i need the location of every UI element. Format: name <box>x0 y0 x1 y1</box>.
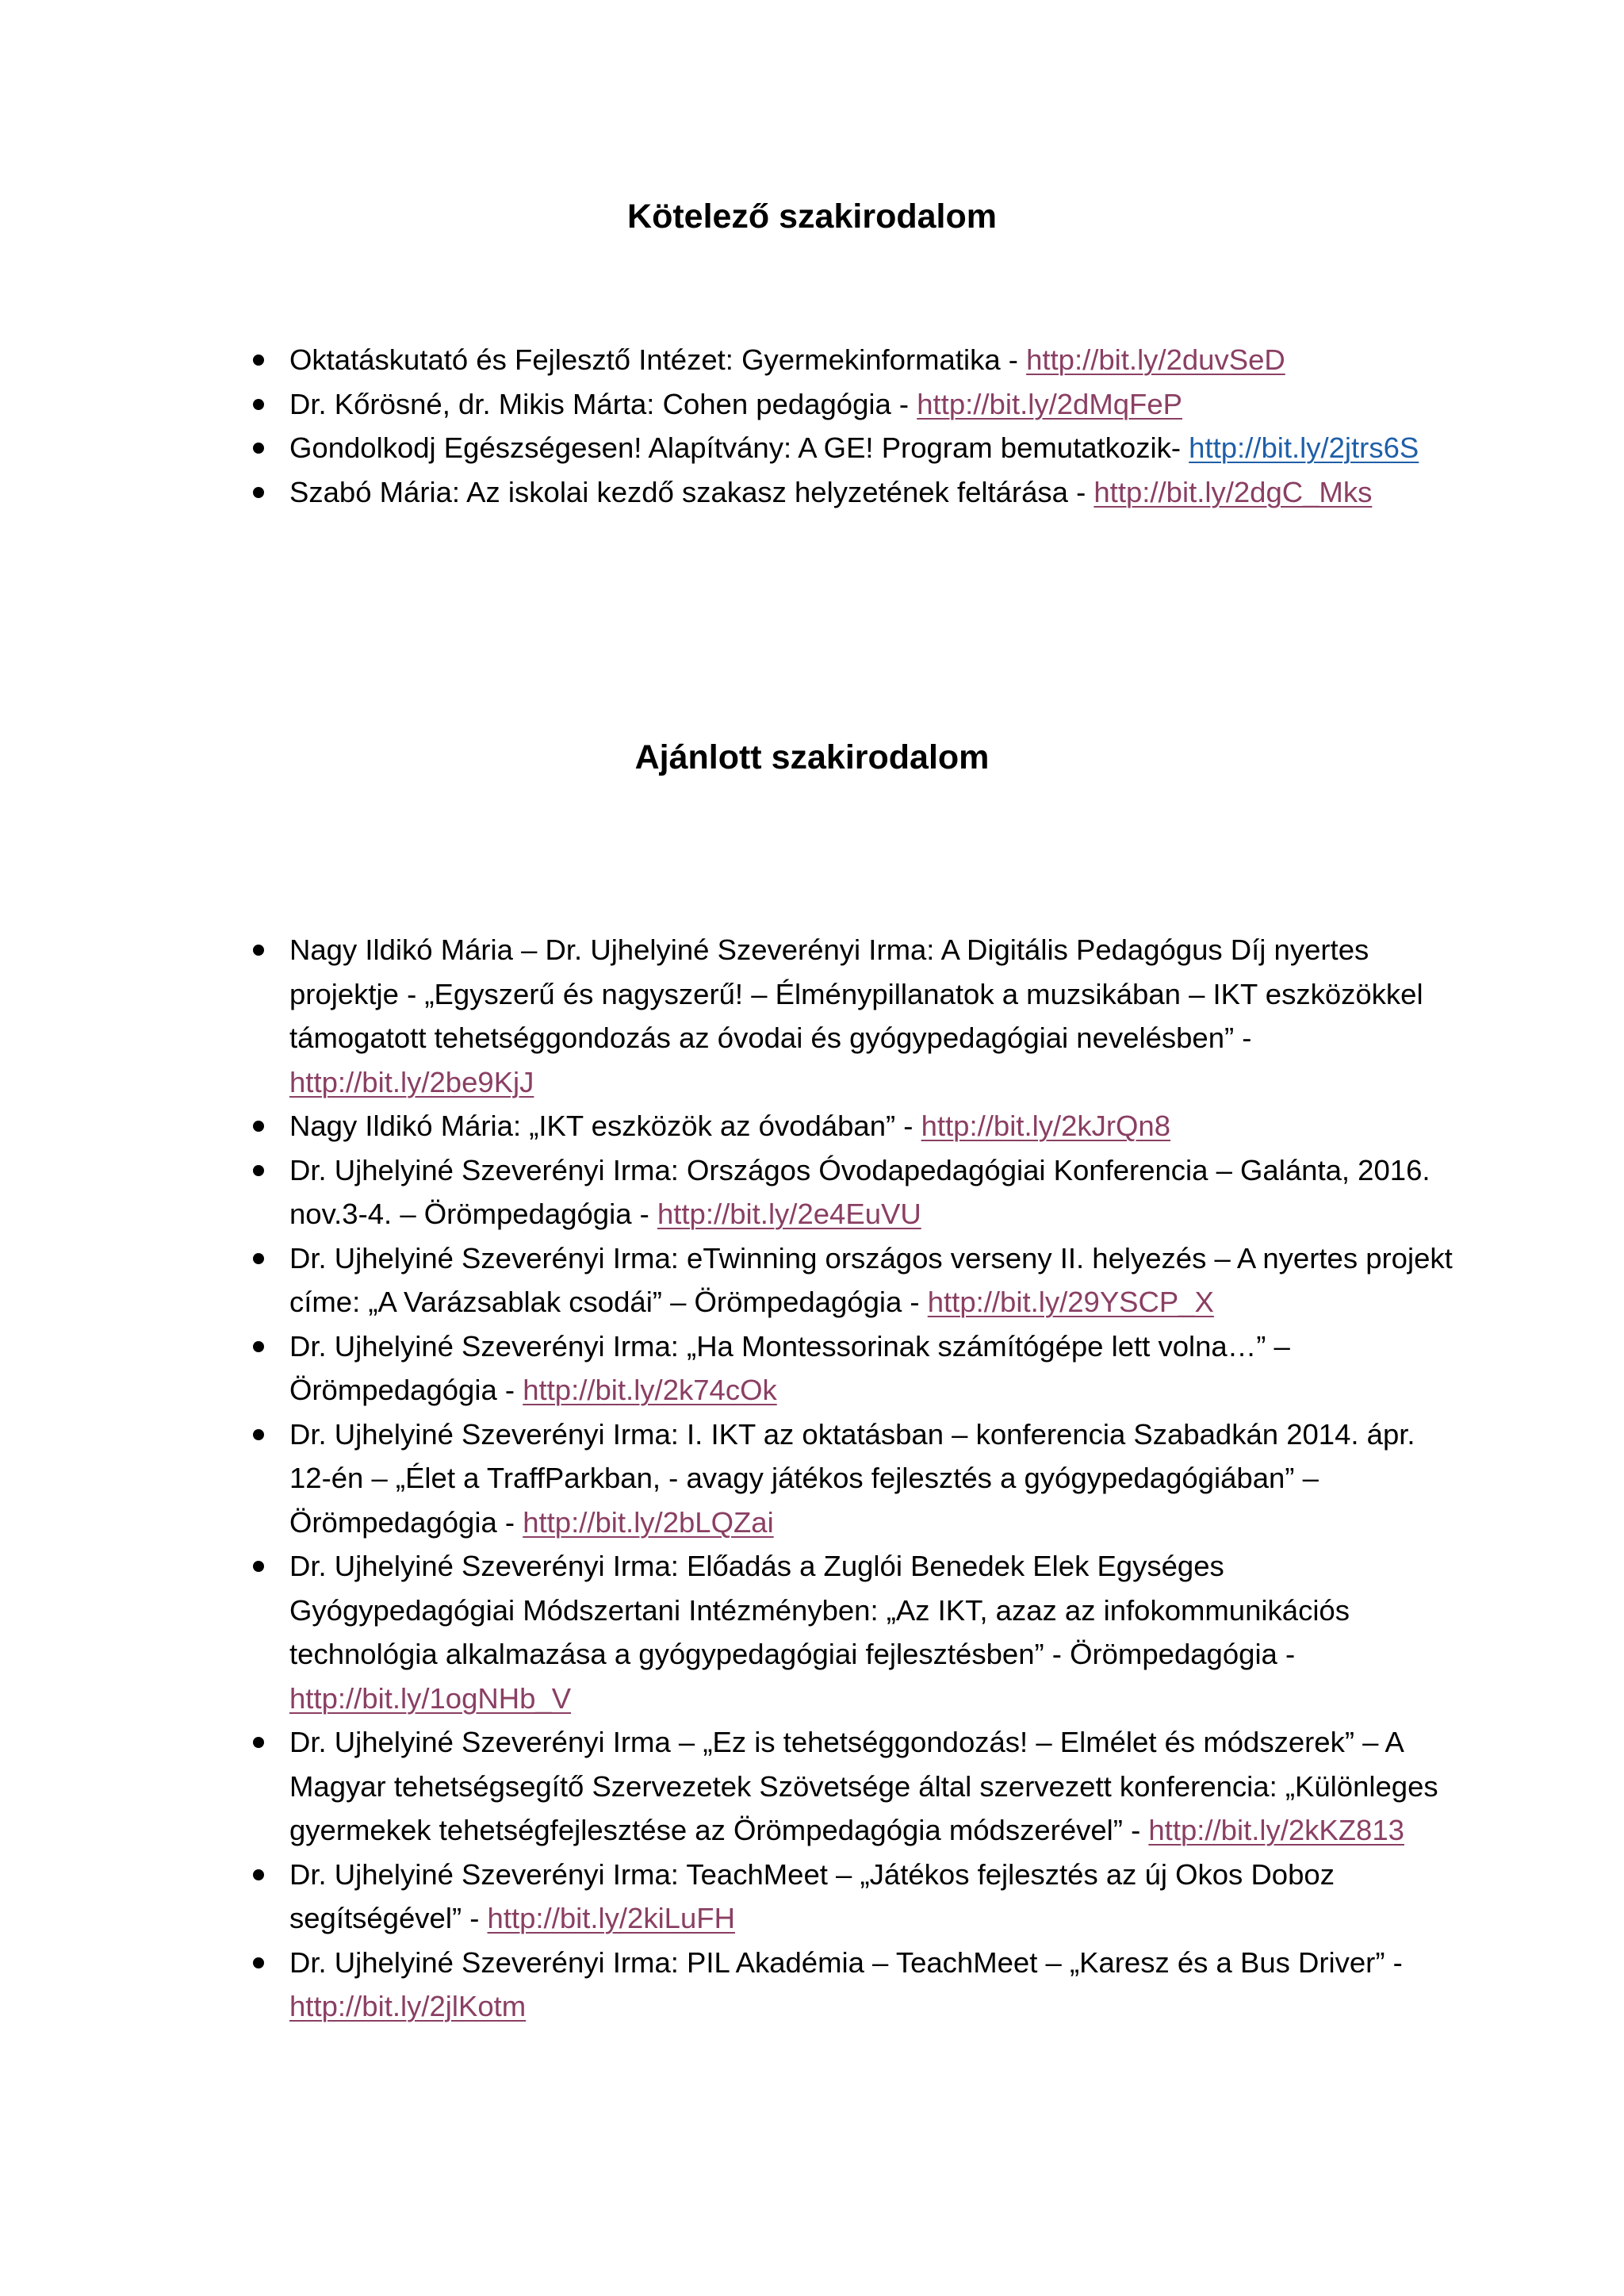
reference-link[interactable]: http://bit.ly/1ogNHb_V <box>289 1681 572 1715</box>
reference-link[interactable]: http://bit.ly/2kKZ813 <box>1148 1814 1404 1846</box>
list-item <box>289 382 1455 427</box>
reference-text: Nagy Ildikó Mária: „IKT eszközök az óvodában” - <box>289 1110 921 1142</box>
reference-text: Dr. Ujhelyiné Szeverényi Irma: TeachMeet – „Játékos fejlesztés az új Okos Doboz segítségével” - <box>289 1857 1335 1934</box>
reference-text: Dr. Ujhelyiné Szeverényi Irma: „Ha Montessorinak számítógépe lett volna…” – Örömpedagógia - <box>289 1329 1290 1406</box>
list-item <box>289 426 1455 470</box>
list-item <box>289 338 1455 382</box>
reference-text: Dr. Ujhelyiné Szeverényi Irma – „Ez is tehetséggondozás! – Elmélet és módszerek” – A Magyar tehetségsegítő Szervezetek Szövetsége által szervezett konferencia: „Különleges gyermekek tehetségfejlesztése az Örömpedagógia módszerével” - <box>289 1726 1438 1846</box>
reference-link[interactable]: http://bit.ly/2k74cOk <box>523 1374 777 1406</box>
reference-link[interactable]: http://bit.ly/2e4EuVU <box>657 1198 921 1230</box>
reference-link[interactable]: http://bit.ly/2dgC_Mks <box>1094 475 1373 508</box>
reference-text: Dr. Kőrösné, dr. Mikis Márta: Cohen pedagógia - <box>289 387 917 420</box>
list-item <box>289 1412 1455 1545</box>
reference-text: Oktatáskutató és Fejlesztő Intézet: Gyermekinformatika - <box>289 343 1027 376</box>
reference-text: Nagy Ildikó Mária – Dr. Ujhelyiné Szeverényi Irma: A Digitális Pedagógus Díj nyertes projektje - „Egyszerű és nagyszerű! – Élménypillanatok a muzsikában – IKT eszközökkel támogatott tehetséggondozás az óvodai és gyógypedagógiai nevelésben” - <box>289 933 1423 1054</box>
reference-text: Dr. Ujhelyiné Szeverényi Irma: PIL Akadémia – TeachMeet – „Karesz és a Bus Driver” - <box>289 1945 1403 1979</box>
recommended-literature-list <box>289 928 1455 2029</box>
list-item <box>289 928 1455 1104</box>
list-item <box>289 1544 1455 1720</box>
reference-link[interactable]: http://bit.ly/2be9KjJ <box>289 1065 534 1098</box>
list-item <box>289 1853 1455 1941</box>
list-item <box>289 1941 1455 2029</box>
reference-text: Dr. Ujhelyiné Szeverényi Irma: Országos Óvodapedagógiai Konferencia – Galánta, 2016. nov.3-4. – Örömpedagógia - <box>289 1153 1431 1230</box>
reference-text: Dr. Ujhelyiné Szeverényi Irma: Előadás a Zuglói Benedek Elek Egységes Gyógypedagógiai Módszertani Intézményben: „Az IKT, azaz az infokommunikációs technológia alkalmazása a gyógypedagógiai fejlesztésben” - Örömpedagógia - <box>289 1550 1350 1670</box>
required-literature-heading: Kötelező szakirodalom <box>627 197 997 236</box>
list-item <box>289 1148 1455 1236</box>
reference-link[interactable]: http://bit.ly/29YSCP_X <box>927 1286 1214 1318</box>
list-item <box>289 1104 1455 1148</box>
reference-text: Dr. Ujhelyiné Szeverényi Irma: I. IKT az oktatásban – konferencia Szabadkán 2014. ápr. 12-én – „Élet a TraffParkban, - avagy játékos fejlesztés a gyógypedagógiában” – Örömpedagógia - <box>289 1417 1415 1539</box>
reference-text: Gondolkodj Egészségesen! Alapítvány: A GE! Program bemutatkozik- <box>289 431 1189 464</box>
reference-link[interactable]: http://bit.ly/2kiLuFH <box>487 1902 735 1934</box>
reference-link[interactable]: http://bit.ly/2jtrs6S <box>1189 431 1419 464</box>
reference-link[interactable]: http://bit.ly/2duvSeD <box>1026 343 1285 376</box>
reference-link[interactable]: http://bit.ly/2dMqFeP <box>917 387 1182 420</box>
reference-link[interactable]: http://bit.ly/2bLQZai <box>523 1505 774 1539</box>
list-item <box>289 1720 1455 1853</box>
list-item <box>289 470 1455 515</box>
list-item <box>289 1324 1455 1412</box>
recommended-literature-heading: Ajánlott szakirodalom <box>634 738 990 776</box>
required-literature-list <box>289 338 1455 514</box>
reference-text: Szabó Mária: Az iskolai kezdő szakasz helyzetének feltárása - <box>289 475 1094 508</box>
list-item <box>289 1236 1455 1324</box>
reference-link[interactable]: http://bit.ly/2jlKotm <box>289 1990 527 2022</box>
reference-link[interactable]: http://bit.ly/2kJrQn8 <box>921 1110 1171 1142</box>
reference-text: Dr. Ujhelyiné Szeverényi Irma: eTwinning országos verseny II. helyezés – A nyertes projekt címe: „A Varázsablak csodái” – Örömpedagógia - <box>289 1241 1453 1318</box>
